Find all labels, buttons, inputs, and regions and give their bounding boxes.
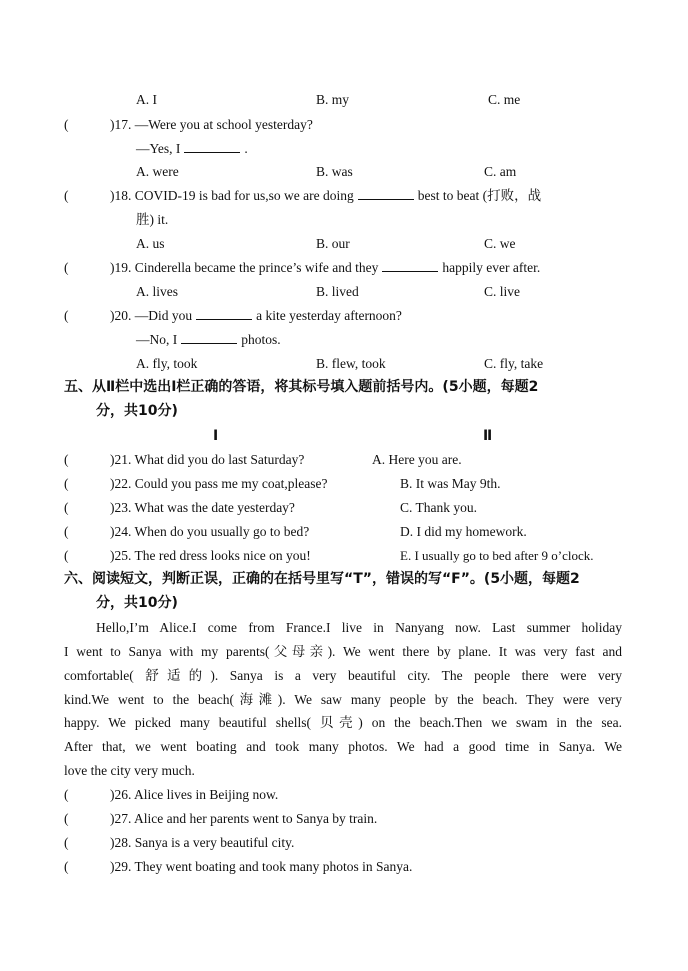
answer-blank xyxy=(184,140,240,153)
q18-option-c: C. we xyxy=(484,236,516,251)
match-answer: C. Thank you. xyxy=(400,500,477,515)
q19-option-c: C. live xyxy=(484,284,520,299)
tf-question: )29. They went boating and took many photos in Sanya. xyxy=(110,859,413,874)
match-answer: E. I usually go to bed after 9 o’clock. xyxy=(400,548,594,563)
section-6-heading-cont: 分，共10分) xyxy=(96,595,178,611)
passage-line: love the city very much. xyxy=(64,763,195,778)
match-answer: D. I did my homework. xyxy=(400,524,527,539)
column-1-header: Ⅰ xyxy=(213,428,219,444)
passage-line: happy. We picked many beautiful shells( 贝壳) on the beach.Then we swam in the sea. xyxy=(64,715,622,730)
match-answer: A. Here you are. xyxy=(372,452,462,467)
q19-option-b: B. lived xyxy=(316,284,359,299)
passage-line: I went to Sanya with my parents(父母亲). We went there by plane. It was very fast and xyxy=(64,644,622,659)
match-paren: ( xyxy=(64,452,69,467)
q17-option-b: B. was xyxy=(316,164,353,179)
q18-question xyxy=(110,187,541,205)
q17-paren: ( xyxy=(64,117,69,132)
q20-option-a: A. fly, took xyxy=(136,356,198,371)
passage-line: Hello,I’m Alice.I come from France.I live in Nanyang now. Last summer holiday xyxy=(96,620,622,635)
section-5-heading: 五、从Ⅱ栏中选出Ⅰ栏正确的答语，将其标号填入题前括号内。(5小题，每题2 xyxy=(64,379,539,395)
tf-question: )27. Alice and her parents went to Sanya by train. xyxy=(110,811,378,826)
q20-option-b: B. flew, took xyxy=(316,356,386,371)
match-question: )22. Could you pass me my coat,please? xyxy=(110,476,328,491)
q18-question-text: )18. COVID-19 is bad for us,so we are doing xyxy=(110,188,354,203)
q19-paren: ( xyxy=(64,260,69,275)
q18-option-a: A. us xyxy=(136,236,165,251)
match-question: )25. The red dress looks nice on you! xyxy=(110,548,311,563)
q17-option-c: C. am xyxy=(484,164,517,179)
match-paren: ( xyxy=(64,524,69,539)
q19-question-text: )19. Cinderella became the prince’s wife and they xyxy=(110,260,379,275)
tf-paren: ( xyxy=(64,811,69,826)
q17-answer-suffix: . xyxy=(244,141,248,156)
q19-option-a: A. lives xyxy=(136,284,178,299)
q20-question-text: )20. —Did you xyxy=(110,308,193,323)
passage-line: kind.We went to the beach(海滩). We saw many people by the beach. They were very xyxy=(64,692,622,707)
q20-question-tail: a kite yesterday afternoon? xyxy=(256,308,402,323)
q18-option-b: B. our xyxy=(316,236,350,251)
answer-blank xyxy=(181,331,237,344)
answer-blank xyxy=(382,259,438,272)
tf-paren: ( xyxy=(64,787,69,802)
match-question: )21. What did you do last Saturday? xyxy=(110,452,305,467)
q16-option-b: B. my xyxy=(316,92,350,107)
column-2-header: Ⅱ xyxy=(483,428,493,444)
match-answer: B. It was May 9th. xyxy=(400,476,501,491)
q17-answer-line xyxy=(136,140,248,158)
q20-option-c: C. fly, take xyxy=(484,356,544,371)
q16-option-c: C. me xyxy=(488,92,521,107)
section-6-heading: 六、阅读短文，判断正误，正确的在括号里写“T”，错误的写“F”。(5小题，每题2 xyxy=(64,571,580,587)
q20-question xyxy=(110,307,402,325)
tf-paren: ( xyxy=(64,859,69,874)
passage-line: comfortable( 舒适的). Sanya is a very beautiful city. The people there were very xyxy=(64,668,622,683)
q20-answer-suffix: photos. xyxy=(241,332,281,347)
tf-question: )28. Sanya is a very beautiful city. xyxy=(110,835,295,850)
tf-paren: ( xyxy=(64,835,69,850)
q18-question-cont: 胜) it. xyxy=(136,212,169,227)
q20-paren: ( xyxy=(64,308,69,323)
q17-option-a: A. were xyxy=(136,164,179,179)
match-question: )24. When do you usually go to bed? xyxy=(110,524,310,539)
q19-question-tail: happily ever after. xyxy=(442,260,541,275)
section-5-heading-cont: 分，共10分) xyxy=(96,403,178,419)
match-paren: ( xyxy=(64,500,69,515)
q20-answer-prefix: —No, I xyxy=(136,332,178,347)
q19-question xyxy=(110,259,540,277)
q18-question-tail: best to beat (打败，战 xyxy=(417,188,542,203)
tf-question: )26. Alice lives in Beijing now. xyxy=(110,787,279,802)
answer-blank xyxy=(358,187,414,200)
match-paren: ( xyxy=(64,548,69,563)
match-paren: ( xyxy=(64,476,69,491)
q17-question: )17. —Were you at school yesterday? xyxy=(110,117,313,132)
match-question: )23. What was the date yesterday? xyxy=(110,500,295,515)
q20-answer-line xyxy=(136,331,281,349)
q17-answer-prefix: —Yes, I xyxy=(136,141,181,156)
answer-blank xyxy=(196,307,252,320)
passage-line: After that, we went boating and took many photos. We had a good time in Sanya. We xyxy=(64,739,622,754)
q18-paren: ( xyxy=(64,188,69,203)
q16-option-a: A. I xyxy=(136,92,157,107)
